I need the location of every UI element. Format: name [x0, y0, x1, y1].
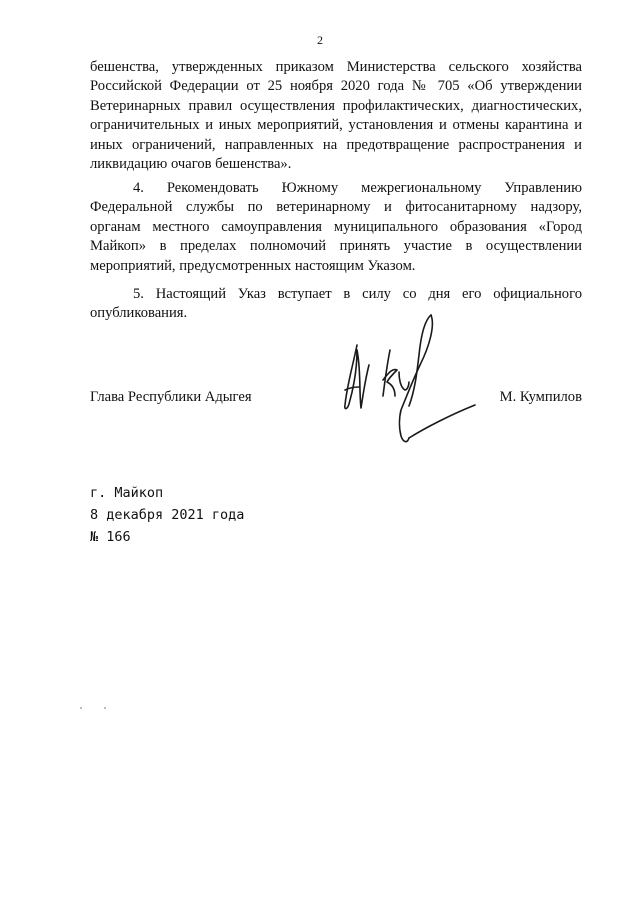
paragraph-line: 4. Рекомендовать Южному межрегиональному Управлению: [133, 180, 582, 196]
footer-number: № 166: [90, 529, 131, 545]
paragraph-line: бешенства, утвержденных приказом Министерства сельского хозяйства: [90, 59, 582, 75]
signatory-title: Глава Республики Адыгея: [90, 389, 252, 405]
paragraph-line: мероприятий, предусмотренных настоящим Указом.: [90, 257, 416, 274]
signatory-name: М. Кумпилов: [499, 389, 582, 405]
footer-city: г. Майкоп: [90, 485, 164, 501]
scan-speck: [80, 707, 110, 709]
page-number: 2: [317, 33, 323, 47]
paragraph-line: опубликования.: [90, 305, 188, 322]
paragraph-line: Российской Федерации от 25 ноября 2020 года № 705 «Об утверждении: [90, 78, 582, 95]
paragraph-line: иных ограничений, направленных на предотвращение распространения и: [90, 136, 582, 153]
paragraph-line: ограничительных и иных мероприятий, установления и отмены карантина и: [90, 117, 582, 134]
paragraph-line: Ветеринарных правил осуществления профилактических, диагностических,: [90, 97, 582, 114]
paragraph-item-4: [90, 179, 582, 276]
paragraph-rabies-rules: [90, 58, 582, 174]
paragraph-line: Майкоп» в пределах полномочий принять участие в осуществлении: [90, 238, 582, 255]
document-footer: [90, 482, 244, 548]
paragraph-line: органам местного самоуправления муниципального образования «Город: [90, 218, 582, 235]
handwritten-signature: [335, 310, 485, 460]
footer-date: 8 декабря 2021 года: [90, 507, 245, 523]
paragraph-line: 5. Настоящий Указ вступает в силу со дня его официального: [133, 286, 582, 302]
paragraph-line: Федеральной службы по ветеринарному и фитосанитарному надзору,: [90, 199, 582, 216]
paragraph-line: ликвидацию очагов бешенства».: [90, 156, 292, 173]
